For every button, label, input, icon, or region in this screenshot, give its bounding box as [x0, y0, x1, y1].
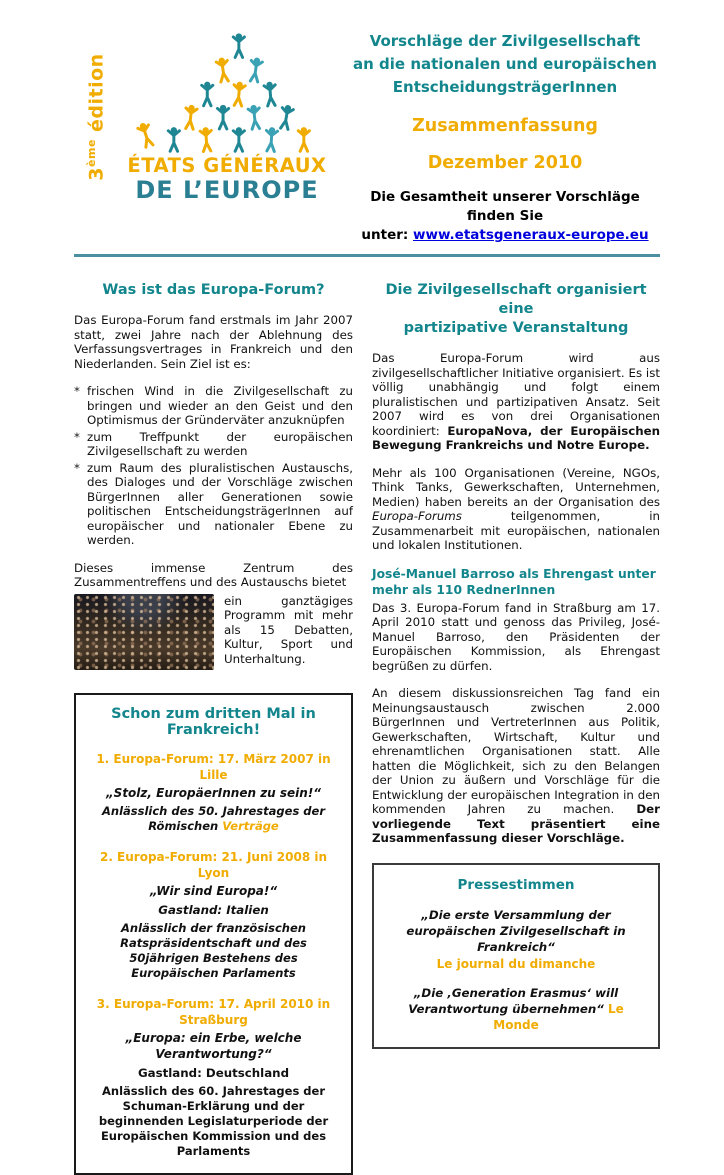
organisers-bold: EuropaNova, der Europäischen Bewegung Frankreichs und Notre Europe.: [372, 423, 661, 452]
website-callout-line1: Die Gesamtheit unserer Vorschläge finden Sie: [370, 189, 640, 224]
france-events-box: [74, 693, 353, 1175]
header-right: [352, 26, 658, 245]
program-paragraph-start: Dieses immense Zentrum des Zusammentreffens und des Austauschs bietet: [74, 560, 353, 589]
europa-forums-italic: Europa-Forums: [372, 509, 462, 523]
event-title: 2. Europa-Forum: 21. Juni 2008 in Lyon: [99, 850, 328, 880]
organisation-paragraph: [372, 351, 660, 453]
summary-bold: Der vorliegende Text präsentiert eine Zusammenfassung dieser Vorschläge.: [372, 802, 660, 845]
right-column: [372, 281, 660, 1175]
title-line-2: an die nationalen und europäischen: [353, 55, 657, 73]
title-line-3: EntscheidungsträgerInnen: [392, 78, 618, 96]
goals-list-item: * frischen Wind in die Zivilgesellschaft zu bringen und wieder an den Geist und den Optimismus der Gründerväter anzuknüpfen: [87, 384, 353, 428]
program-paragraph-end: ein ganztägiges Programm mit mehr als 15 Debatten, Kultur, Sport und Unterhaltung.: [224, 593, 353, 666]
goals-list-item: * zum Raum des pluralistischen Austauschs, des Dialoges und der Vorschläge zwischen BürgerInnen aller Generationen sowie politischen EntscheidungsträgerInnen auf europäischer und nationaler Ebene zu werden.: [87, 461, 353, 548]
subtitle-zusammenfassung: Zusammenfassung: [412, 116, 598, 136]
events-box-title: Schon zum dritten Mal in Frankreich!: [111, 706, 316, 738]
event-title: 1. Europa-Forum: 17. März 2007 in Lille: [96, 752, 331, 782]
event-entry: [84, 751, 343, 834]
edition-number: 3: [85, 166, 108, 181]
left-intro-paragraph: Das Europa-Forum fand erstmals im Jahr 2007 statt, zwei Jahre nach der Ablehnung des Verfassungsvertrages in Frankreich und den Niederlanden. Sein Ziel ist es:: [74, 313, 353, 371]
two-column-body: [74, 281, 661, 1175]
document-title: [352, 30, 658, 99]
website-callout: [352, 188, 658, 245]
title-line-1: Vorschläge der Zivilgesellschaft: [369, 32, 641, 50]
exchange-paragraph: [372, 686, 660, 846]
masthead: [74, 26, 658, 245]
event-host-country: Gastland: Deutschland: [137, 1066, 290, 1080]
left-section-heading: Was ist das Europa-Forum?: [102, 282, 325, 298]
participants-paragraph: [372, 466, 660, 553]
right-heading-line2: partizipative Veranstaltung: [403, 320, 629, 336]
logo-text-line2: DE L’EUROPE: [135, 176, 319, 204]
event-motto: „Europa: ein Erbe, welche Verantwortung?“: [125, 1031, 302, 1061]
event-note-highlight: Verträge: [222, 819, 279, 833]
goals-list-item: * zum Treffpunkt der europäischen Zivilgesellschaft zu werden: [87, 430, 353, 459]
left-column: [74, 281, 353, 1175]
audience-photo: [74, 594, 214, 670]
event-note-text: Anlässlich des 50. Jahrestages der Römischen: [101, 804, 325, 833]
edition-label: [85, 37, 111, 197]
header-divider: [74, 254, 660, 257]
exchange-paragraph-text: An diesem diskussionsreichen Tag fand ein Meinungsaustausch zwischen 2.000 BürgerInnen und VertreterInnen aus Politik, Gewerkschaften, Wirtschaft, Kultur und ehrenamtlichen Organisationen statt. Alle hatten die Möglichkeit, sich zu den Belangen der Union zu äußern und Vorschläge für die Entwicklung der europäischen Integration in den kommenden Jahren zu machen.: [372, 686, 660, 816]
edition-word: édition: [85, 53, 108, 132]
event-note: [84, 804, 343, 834]
website-callout-prefix: unter:: [361, 227, 413, 243]
event-entry: [84, 996, 343, 1159]
event-motto: „Stolz, EuropäerInnen zu sein!“: [105, 786, 322, 800]
press-quote: „Die erste Versammlung der europäischen Zivilgesellschaft in Frankreich“: [406, 907, 626, 954]
logo-text-line1: ÉTATS GÉNÉRAUX: [127, 154, 327, 177]
goals-list: [74, 384, 353, 548]
event-entry: [84, 849, 343, 981]
participants-paragraph-a: Mehr als 100 Organisationen (Vereine, NGOs, Think Tanks, Gewerkschaften, Unternehmen, Medien) haben bereits an der Organisation des: [372, 465, 660, 509]
event-host-country: Gastland: Italien: [158, 903, 269, 917]
organisation-paragraph-text: Das Europa-Forum wird aus zivilgesellschaftlicher Initiative organisiert. Es ist völlig unabhängig und folgt einem pluralistischen und partizipativen Ansatz. Seit 2007 wird es von drei Organisationen koordiniert:: [372, 351, 660, 438]
right-heading-line1: Die Zivilgesellschaft organisiert eine: [385, 282, 647, 317]
event-motto: „Wir sind Europa!“: [149, 884, 278, 898]
press-quote-text: „Die ‚Generation Erasmus‘ will Verantwortung übernehmen“: [408, 985, 619, 1016]
event-title: 3. Europa-Forum: 17. April 2010 in Straßburg: [96, 997, 331, 1027]
strasbourg-paragraph: Das 3. Europa-Forum fand in Straßburg am 17. April 2010 statt und genoss das Privileg, José-Manuel Barroso, den Präsidenten der Europäischen Kommission, als Ehrengast begrüßen zu dürfen.: [372, 600, 660, 673]
edition-suffix: ème: [85, 139, 98, 167]
press-source: Le journal du dimanche: [436, 956, 596, 971]
press-quote: [384, 985, 648, 1033]
press-source: Le Monde: [493, 1001, 624, 1032]
human-pyramid-logo: [132, 24, 342, 154]
logo: [74, 26, 342, 208]
right-section-heading: [372, 281, 660, 338]
participants-paragraph-b: teilgenommen, in Zusammenarbeit mit europäischen, nationalen und lokalen Institutionen.: [372, 509, 660, 552]
barroso-subheading: José-Manuel Barroso als Ehrengast unter mehr als 110 RednerInnen: [372, 566, 656, 597]
press-box-title: Pressestimmen: [457, 876, 575, 893]
website-link[interactable]: www.etatsgeneraux-europe.eu: [413, 227, 649, 243]
event-note: Anlässlich des 60. Jahrestages der Schuman-Erklärung und der beginnenden Legislaturperiode der Europäischen Kommission und des Parlaments: [98, 1084, 329, 1158]
press-box: [372, 863, 660, 1049]
subtitle-date: Dezember 2010: [427, 153, 583, 173]
photo-row: [74, 594, 353, 680]
event-note: Anlässlich der französischen Ratspräsidentschaft und des 50jährigen Bestehens des Europäischen Parlaments: [120, 921, 307, 980]
